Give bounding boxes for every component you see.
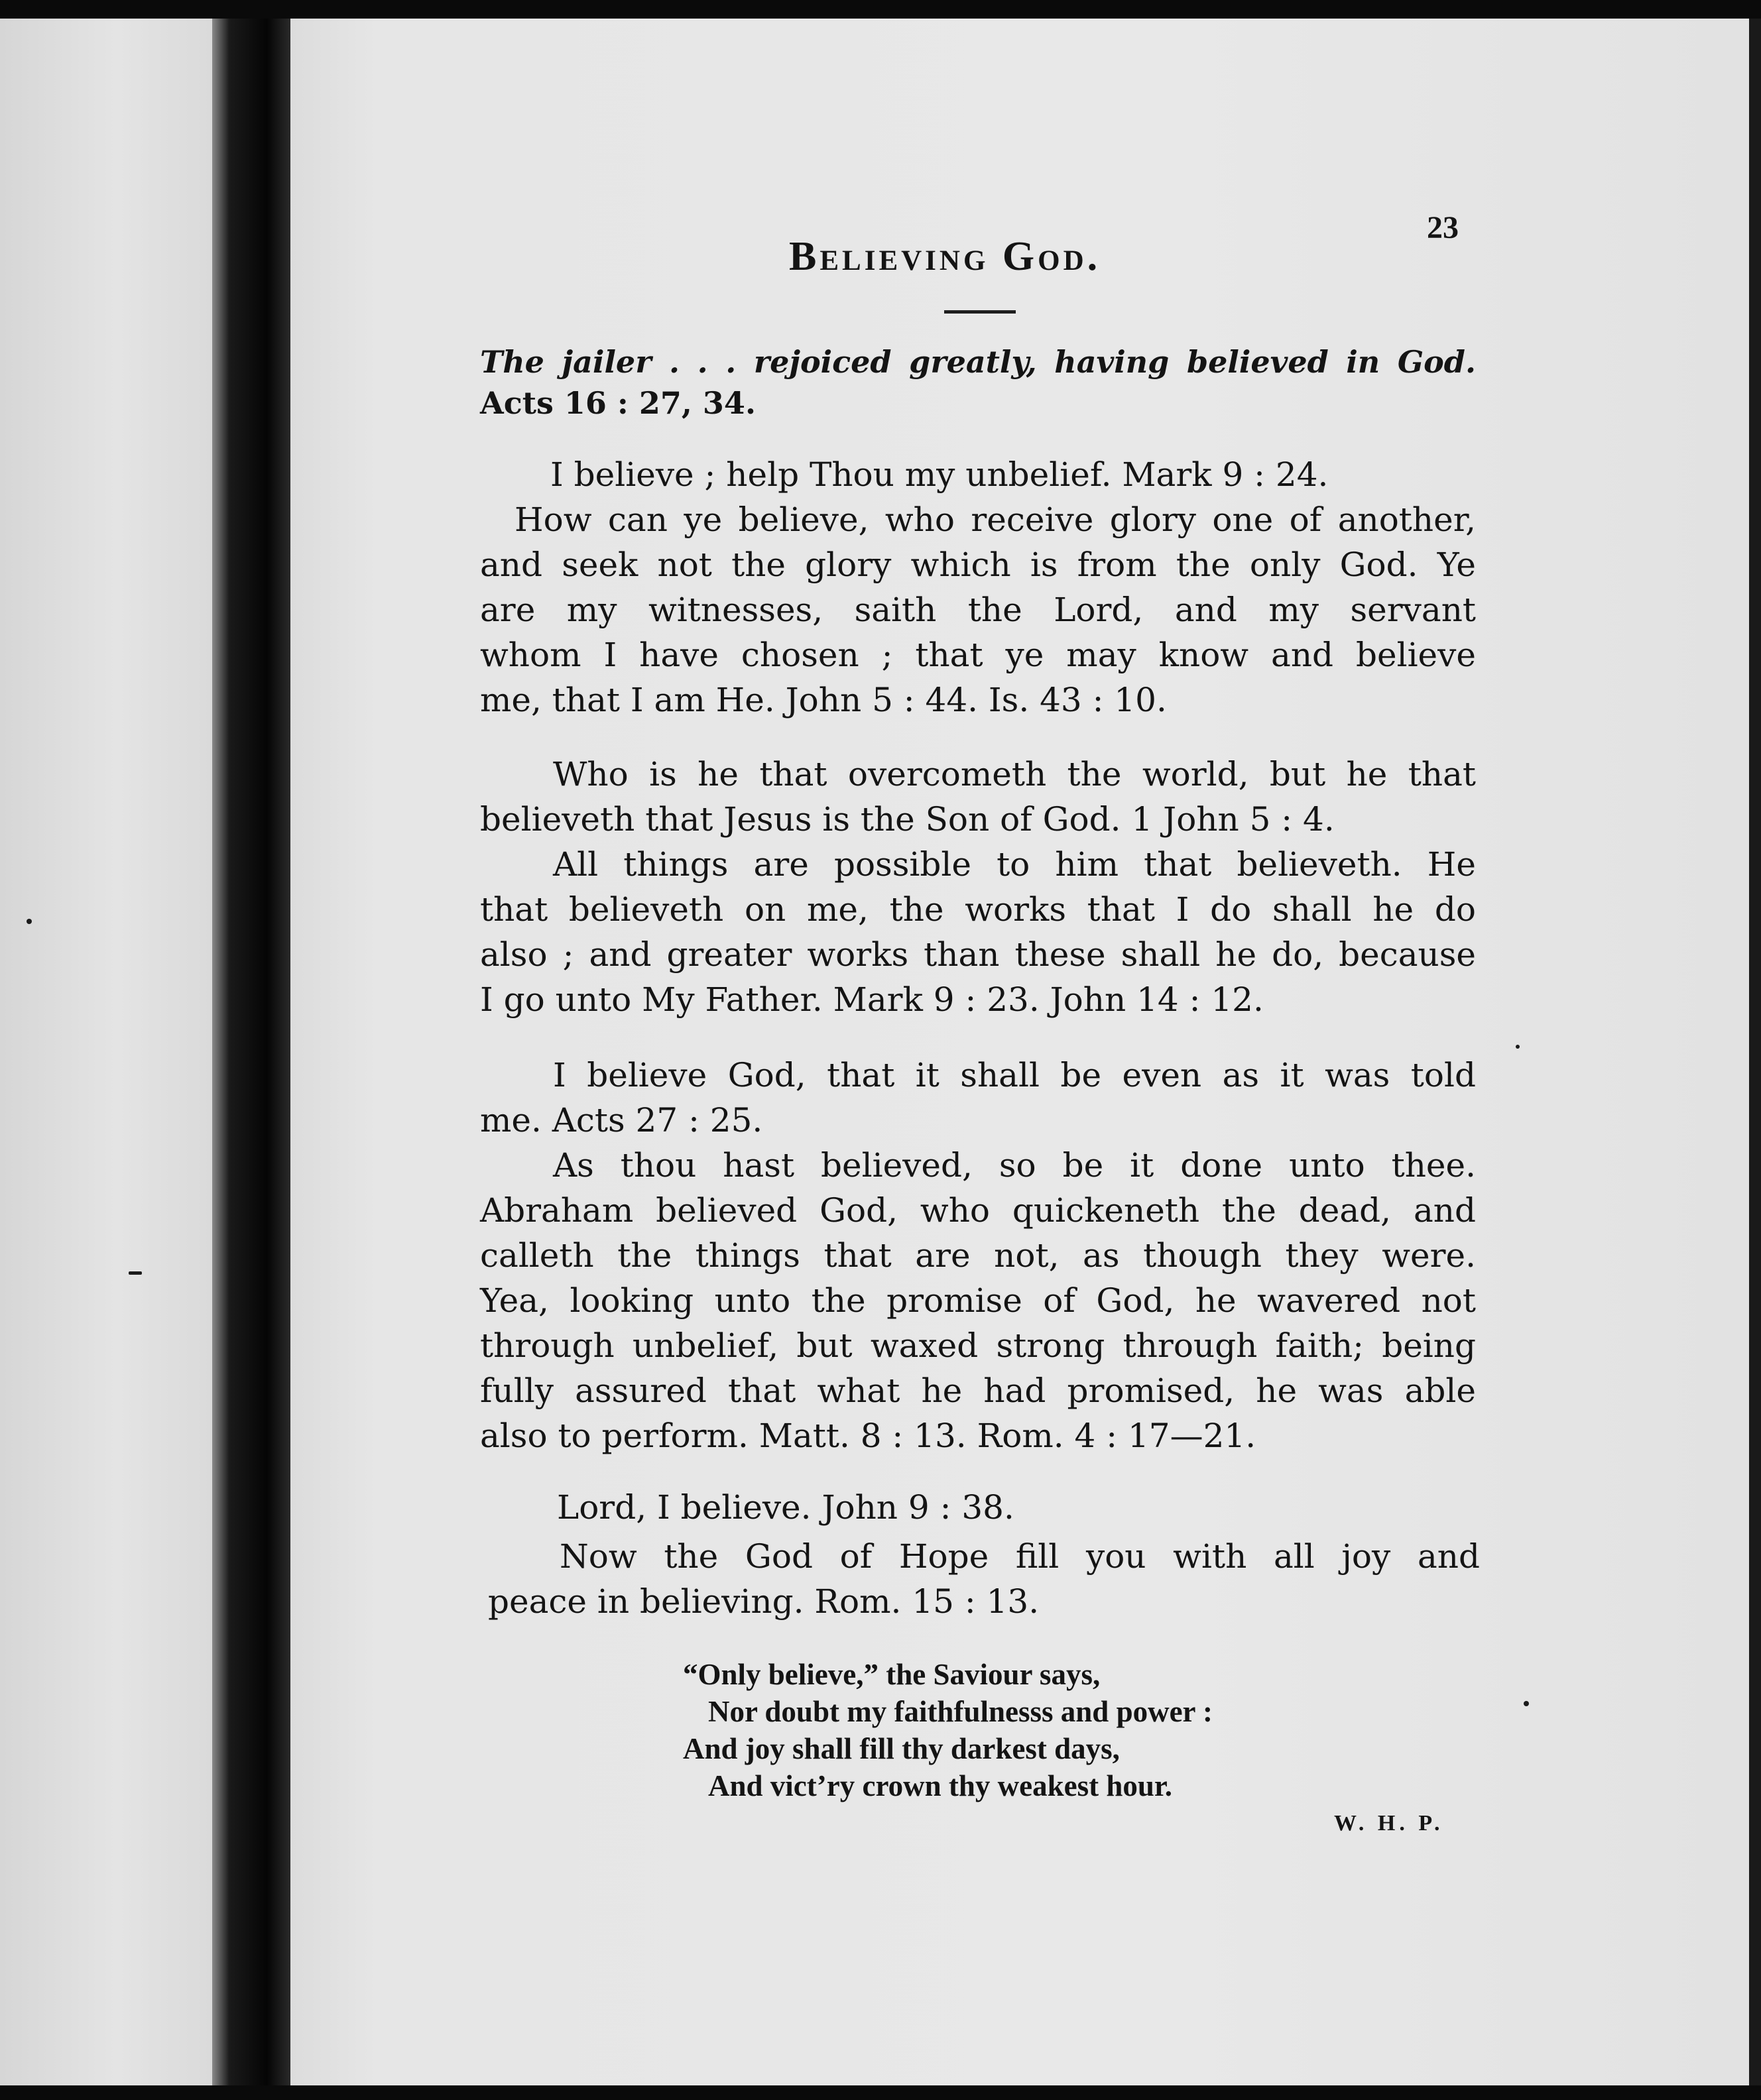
paragraph-line: Yea, looking unto the promise of God, he wavered not <box>480 1281 1476 1320</box>
paragraph-line: through unbelief, but waxed strong through faith; being <box>480 1326 1476 1365</box>
paragraph-line: me. Acts 27 : 25. <box>480 1101 763 1139</box>
paragraph-line: that believeth on me, the works that I do shall he do <box>480 890 1476 929</box>
paragraph-line: peace in believing. Rom. 15 : 13. <box>488 1582 1040 1621</box>
author-initials: W. H. P. <box>1334 1811 1444 1836</box>
paragraph-line: believeth that Jesus is the Son of God. 1 John 5 : 4. <box>480 800 1335 839</box>
poem-line: “Only believe,” the Saviour says, <box>683 1658 1101 1691</box>
scan-speck <box>1524 1701 1529 1706</box>
paragraph-line: I go unto My Father. Mark 9 : 23. John 14 : 12. <box>480 980 1264 1019</box>
paragraph-line: Abraham believed God, who quickeneth the dead, and <box>480 1191 1476 1230</box>
paragraph-line: Now the God of Hope fill you with all joy and <box>560 1537 1480 1576</box>
scan-speck <box>129 1271 142 1275</box>
scan-speck <box>27 919 32 924</box>
paragraph-line: are my witnesses, saith the Lord, and my servant <box>480 591 1476 629</box>
paragraph-line: All things are possible to him that believeth. He <box>553 845 1476 884</box>
paragraph-line: calleth the things that are not, as though they were. <box>480 1236 1476 1275</box>
scan-right-border <box>1749 19 1761 2085</box>
facing-page-edge <box>0 19 212 2085</box>
scan-top-border <box>0 0 1761 19</box>
paragraph-line: I believe ; help Thou my unbelief. Mark 9 : 24. <box>550 455 1329 494</box>
paragraph-line: also to perform. Matt. 8 : 13. Rom. 4 : 17—21. <box>480 1417 1256 1455</box>
poem-line: And joy shall fill thy darkest days, <box>683 1732 1120 1765</box>
page-number: 23 <box>1427 210 1459 245</box>
paragraph-line: fully assured that what he had promised, he was able <box>480 1371 1476 1410</box>
paragraph-line: As thou hast believed, so be it done unto thee. <box>553 1146 1476 1185</box>
book-gutter <box>212 19 290 2085</box>
paragraph-line: How can ye believe, who receive glory one of another, <box>515 500 1476 539</box>
page-title: Believing God. <box>789 234 1101 279</box>
scan-bottom-border <box>0 2085 1761 2100</box>
paragraph-line: whom I have chosen ; that ye may know and believe <box>480 636 1476 674</box>
paragraph-line: and seek not the glory which is from the only God. Ye <box>480 546 1476 584</box>
poem-line: And vict’ry crown thy weakest hour. <box>708 1769 1173 1802</box>
epigraph-line: The jailer . . . rejoiced greatly, having believed in God. <box>480 344 1476 380</box>
paragraph-line: Lord, I believe. John 9 : 38. <box>557 1488 1014 1527</box>
title-divider <box>944 310 1016 314</box>
scan-speck <box>1516 1045 1520 1049</box>
poem-line: Nor doubt my faithfulnesss and power : <box>708 1695 1213 1728</box>
paragraph-line: also ; and greater works than these shall he do, because <box>480 935 1476 974</box>
paragraph-line: me, that I am He. John 5 : 44. Is. 43 : 10. <box>480 681 1167 719</box>
paragraph-line: Who is he that overcometh the world, but he that <box>553 755 1476 793</box>
epigraph-reference: Acts 16 : 27, 34. <box>480 385 756 421</box>
paragraph-line: I believe God, that it shall be even as it was told <box>553 1056 1476 1094</box>
